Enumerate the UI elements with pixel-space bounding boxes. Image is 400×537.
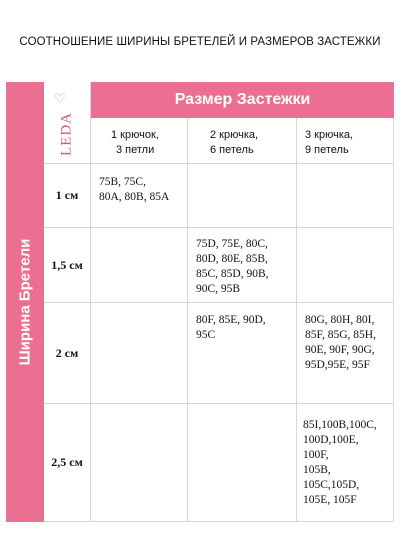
size-table	[44, 118, 394, 522]
cell-1-1: 75B, 75C, 80A, 80B, 85A	[91, 164, 188, 228]
cell-4-2	[188, 404, 297, 522]
cell-4-1	[91, 404, 188, 522]
logo-text: LEDA	[58, 112, 75, 156]
cell-1-2	[188, 164, 297, 228]
header-band	[91, 82, 394, 118]
heart-icon: ♡	[54, 92, 66, 107]
cell-2-3	[297, 228, 394, 303]
col-header-1-line1: 1 крючок,	[111, 129, 159, 141]
col-header-1-line2: 3 петли	[116, 144, 155, 156]
col-header-2-line1: 2 крючка,	[210, 129, 259, 141]
col-header-3-line2: 9 петель	[305, 144, 349, 156]
cell-2-1	[91, 228, 188, 303]
row-label-3: 2 см	[44, 303, 91, 404]
cell-1-3	[297, 164, 394, 228]
col-header-3-line1: 3 крючка,	[305, 129, 354, 141]
col-header-2	[188, 118, 297, 164]
row-label-2: 1,5 см	[44, 228, 91, 303]
page-title: СООТНОШЕНИЕ ШИРИНЫ БРЕТЕЛЕЙ И РАЗМЕРОВ ЗАСТЕЖКИ	[19, 36, 381, 48]
col-header-1	[91, 118, 188, 164]
col-header-3	[297, 118, 394, 164]
cell-3-3: 80G, 80H, 80I, 85F, 85G, 85H, 90E, 90F, 90G, 95D,95E, 95F	[297, 303, 394, 404]
header-title: Размер Застежки	[174, 91, 311, 108]
cell-3-1	[91, 303, 188, 404]
row-label-4: 2,5 см	[44, 404, 91, 522]
side-label: Ширина Бретели	[16, 238, 34, 366]
cell-3-2: 80F, 85E, 90D, 95C	[188, 303, 297, 404]
row-label-1: 1 см	[44, 164, 91, 228]
cell-4-3: 85I,100B,100C, 100D,100E, 100F, 105B, 105C,105D, 105E, 105F	[297, 404, 394, 522]
col-header-2-line2: 6 петель	[210, 144, 254, 156]
cell-2-2: 75D, 75E, 80C, 80D, 80E, 85B, 85C, 85D, 90B, 90C, 95B	[188, 228, 297, 303]
